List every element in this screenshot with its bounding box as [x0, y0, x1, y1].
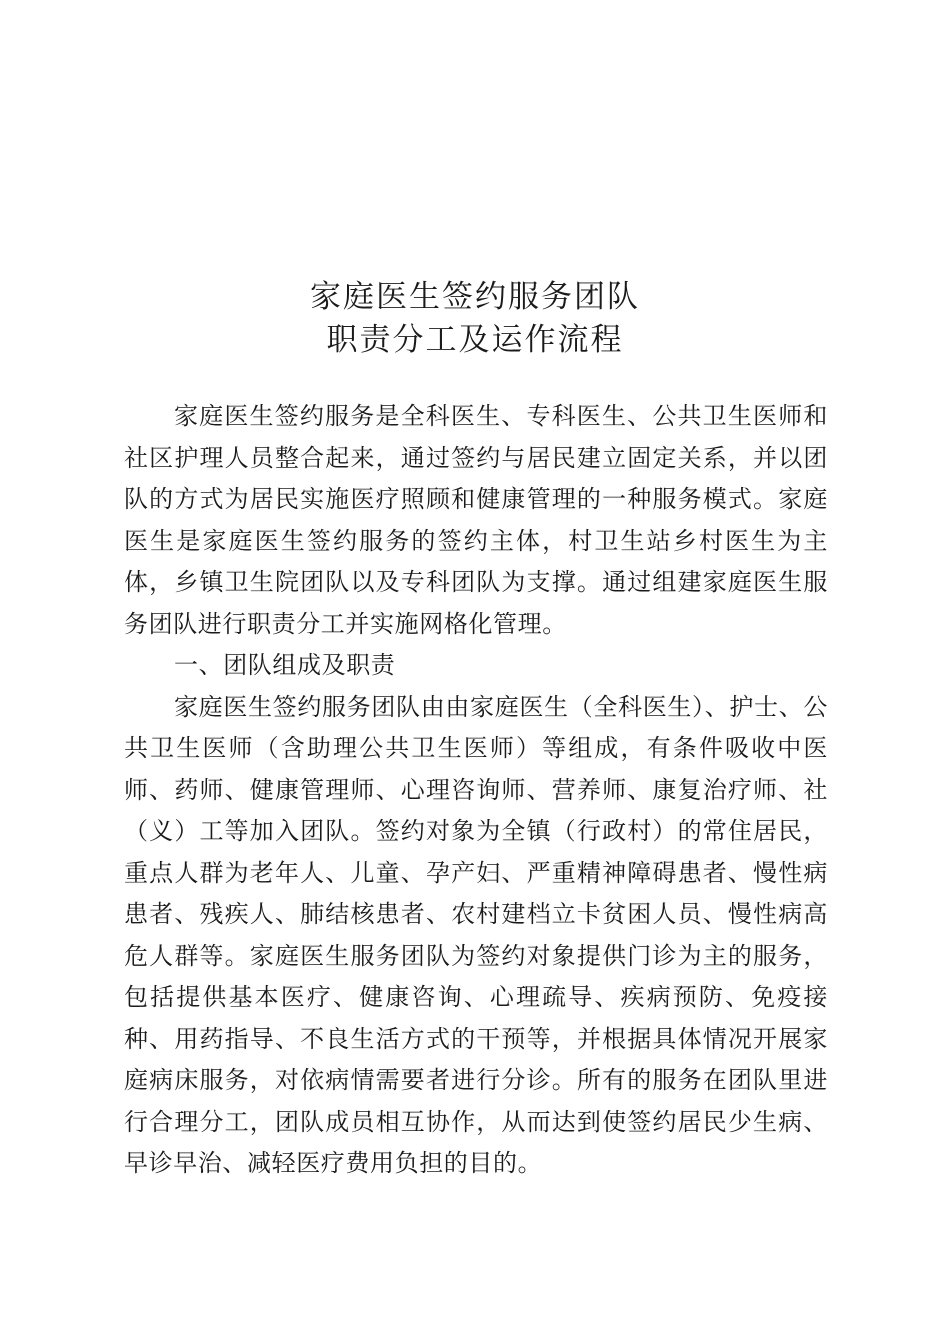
- document-title: [0, 276, 950, 362]
- title-line-1: 家庭医生签约服务团队: [310, 279, 640, 315]
- title-line-2: 职责分工及运作流程: [326, 322, 624, 358]
- intro-paragraph: 家庭医生签约服务是全科医生、专科医生、公共卫生医师和社区护理人员整合起来，通过签约与居民建立固定关系，并以团队的方式为居民实施医疗照顾和健康管理的一种服务模式。家庭医生是家庭医生签约服务的签约主体，村卫生站乡村医生为主体，乡镇卫生院团队以及专科团队为支撑。通过组建家庭医生服务团队进行职责分工并实施网格化管理。: [124, 402, 828, 638]
- team-paragraph: 家庭医生签约服务团队由由家庭医生（全科医生）、护士、公共卫生医师（含助理公共卫生医师）等组成，有条件吸收中医师、药师、健康管理师、心理咨询师、营养师、康复治疗师、社（义）工等加入团队。签约对象为全镇（行政村）的常住居民，重点人群为老年人、儿童、孕产妇、严重精神障碍患者、慢性病患者、残疾人、肺结核患者、农村建档立卡贫困人员、慢性病高危人群等。家庭医生服务团队为签约对象提供门诊为主的服务，包括提供基本医疗、健康咨询、心理疏导、疾病预防、免疫接种、用药指导、不良生活方式的干预等，并根据具体情况开展家庭病床服务，对依病情需要者进行分诊。所有的服务在团队里进行合理分工，团队成员相互协作，从而达到使签约居民少生病、早诊早治、减轻医疗费用负担的目的。: [124, 692, 828, 1177]
- section-heading-team: 一、团队组成及职责: [174, 651, 396, 679]
- document-body: [124, 396, 828, 1185]
